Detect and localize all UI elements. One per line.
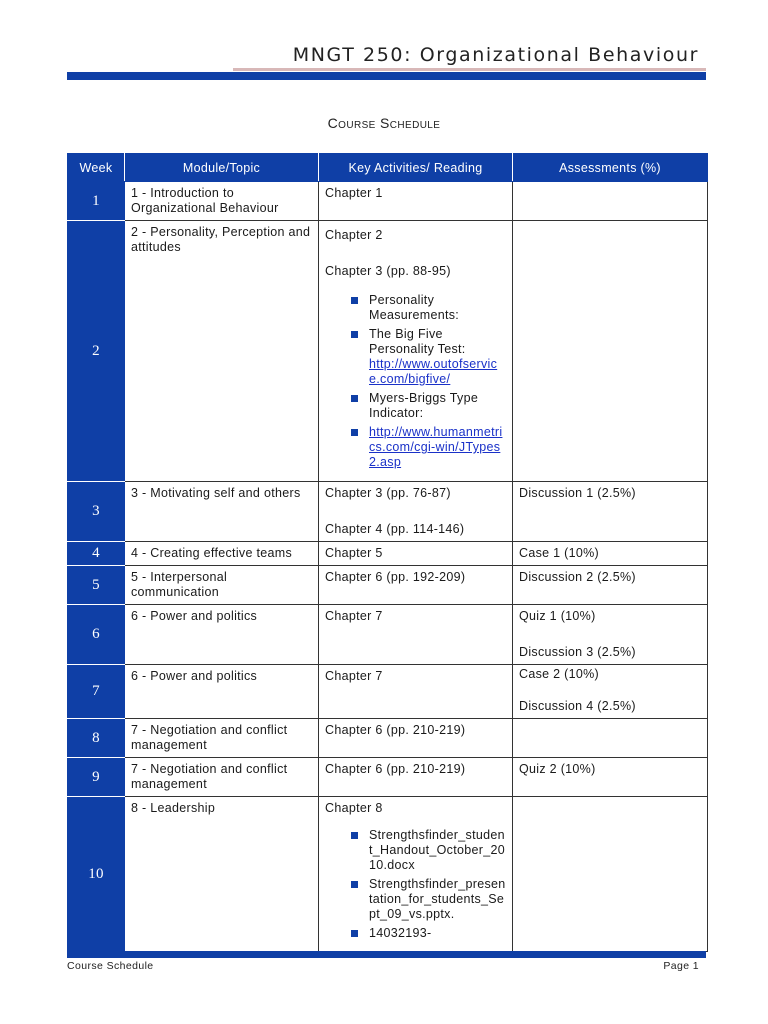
- assessment-text: Quiz 2 (10%): [519, 762, 596, 776]
- assessments-cell: [513, 758, 708, 797]
- activities-cell: [319, 482, 513, 542]
- activity-text: Chapter 7: [325, 609, 383, 623]
- activity-text: Chapter 4 (pp. 114-146): [325, 522, 465, 536]
- table-row: [68, 758, 708, 797]
- big-five-link[interactable]: http://www.outofservice.com/bigfive/: [369, 357, 498, 386]
- header-divider-bar: [67, 72, 706, 80]
- activity-text: Chapter 3 (pp. 88-95): [325, 264, 451, 278]
- module-cell: 6 - Power and politics: [125, 665, 319, 719]
- assessments-cell: [513, 482, 708, 542]
- assessments-cell: [513, 182, 708, 221]
- list-item: [369, 391, 506, 421]
- week-cell: 10: [68, 797, 125, 952]
- resource-list: [325, 293, 506, 470]
- activity-text: Chapter 6 (pp. 210-219): [325, 723, 466, 737]
- list-item: [369, 425, 506, 470]
- assessments-cell: [513, 797, 708, 952]
- activity-text: Chapter 7: [325, 669, 383, 683]
- bullet-square-icon: [351, 429, 358, 436]
- module-cell: 7 - Negotiation and conflict management: [125, 719, 319, 758]
- assessment-text: Discussion 1 (2.5%): [519, 486, 636, 500]
- table-row: [68, 221, 708, 482]
- bullet-square-icon: [351, 331, 358, 338]
- bullet-text: Myers-Briggs Type Indicator:: [369, 391, 479, 420]
- column-header-module: Module/Topic: [125, 154, 319, 182]
- bullet-text: Strengthsfinder_student_Handout_October_2010.docx: [369, 828, 505, 872]
- table-row: [68, 719, 708, 758]
- module-cell: 5 - Interpersonal communication: [125, 566, 319, 605]
- module-cell: 8 - Leadership: [125, 797, 319, 952]
- week-cell: 7: [68, 665, 125, 719]
- footer-page-number: Page 1: [663, 960, 699, 972]
- week-cell: 8: [68, 719, 125, 758]
- footer-document-name: Course Schedule: [67, 960, 154, 972]
- module-cell: 3 - Motivating self and others: [125, 482, 319, 542]
- week-cell: 2: [68, 221, 125, 482]
- table-header-row: [68, 154, 708, 182]
- table-row: [68, 566, 708, 605]
- activity-text: Chapter 1: [325, 186, 383, 200]
- assessments-cell: [513, 221, 708, 482]
- table-row: [68, 605, 708, 665]
- assessment-text: Quiz 1 (10%): [519, 609, 596, 623]
- table-row: [68, 482, 708, 542]
- assessment-text: Discussion 4 (2.5%): [519, 699, 636, 713]
- assessments-cell: [513, 542, 708, 566]
- list-item: [369, 877, 506, 922]
- schedule-table: [67, 153, 708, 952]
- module-cell: 7 - Negotiation and conflict management: [125, 758, 319, 797]
- activity-text: Chapter 8: [325, 801, 383, 815]
- assessments-cell: [513, 605, 708, 665]
- bullet-square-icon: [351, 395, 358, 402]
- assessment-text: Case 2 (10%): [519, 667, 600, 681]
- column-header-week: Week: [68, 154, 125, 182]
- week-cell: 9: [68, 758, 125, 797]
- course-title: MNGT 250: Organizational Behaviour: [292, 44, 699, 66]
- activity-text: Chapter 6 (pp. 192-209): [325, 570, 466, 584]
- document-title: Course Schedule: [327, 115, 441, 131]
- header-divider-thin: [233, 68, 706, 71]
- bullet-text: The Big Five Personality Test:: [369, 327, 466, 356]
- assessments-cell: [513, 719, 708, 758]
- assessment-text: Discussion 3 (2.5%): [519, 645, 636, 659]
- activity-text: Chapter 3 (pp. 76-87): [325, 486, 451, 500]
- bullet-square-icon: [351, 832, 358, 839]
- bullet-text: Strengthsfinder_presentation_for_students_Sept_09_vs.pptx.: [369, 877, 506, 921]
- activities-cell: [319, 797, 513, 952]
- table-row: [68, 182, 708, 221]
- activity-text: Chapter 5: [325, 546, 383, 560]
- column-header-assessments: Assessments (%): [513, 154, 708, 182]
- activities-cell: [319, 182, 513, 221]
- assessments-cell: [513, 566, 708, 605]
- activity-text: Chapter 6 (pp. 210-219): [325, 762, 466, 776]
- bullet-square-icon: [351, 297, 358, 304]
- list-item: [369, 926, 506, 941]
- activities-cell: [319, 221, 513, 482]
- assessments-cell: [513, 665, 708, 719]
- list-item: [369, 828, 506, 873]
- activities-cell: [319, 665, 513, 719]
- activities-cell: [319, 566, 513, 605]
- module-cell: 4 - Creating effective teams: [125, 542, 319, 566]
- week-cell: 1: [68, 182, 125, 221]
- table-row: [68, 542, 708, 566]
- assessment-text: Case 1 (10%): [519, 546, 600, 560]
- assessment-text: Discussion 2 (2.5%): [519, 570, 636, 584]
- activity-text: Chapter 2: [325, 228, 383, 242]
- activities-cell: [319, 542, 513, 566]
- activities-cell: [319, 605, 513, 665]
- activities-cell: [319, 758, 513, 797]
- activities-cell: [319, 719, 513, 758]
- week-cell: 3: [68, 482, 125, 542]
- resource-list: [325, 828, 506, 941]
- week-cell: 6: [68, 605, 125, 665]
- bullet-square-icon: [351, 881, 358, 888]
- module-cell: 1 - Introduction to Organizational Behaviour: [125, 182, 319, 221]
- table-row: [68, 797, 708, 952]
- table-row: [68, 665, 708, 719]
- bullet-square-icon: [351, 930, 358, 937]
- bullet-text: 14032193-: [369, 926, 432, 940]
- module-cell: 2 - Personality, Perception and attitudes: [125, 221, 319, 482]
- week-cell: 5: [68, 566, 125, 605]
- footer-divider-bar: [67, 951, 706, 958]
- week-cell: 4: [68, 542, 125, 566]
- bullet-text: Personality Measurements:: [369, 293, 460, 322]
- list-item: [369, 327, 506, 387]
- column-header-activities: Key Activities/ Reading: [319, 154, 513, 182]
- humanmetrics-link[interactable]: http://www.humanmetrics.com/cgi-win/JTypes2.asp: [369, 425, 503, 469]
- list-item: [369, 293, 506, 323]
- module-cell: 6 - Power and politics: [125, 605, 319, 665]
